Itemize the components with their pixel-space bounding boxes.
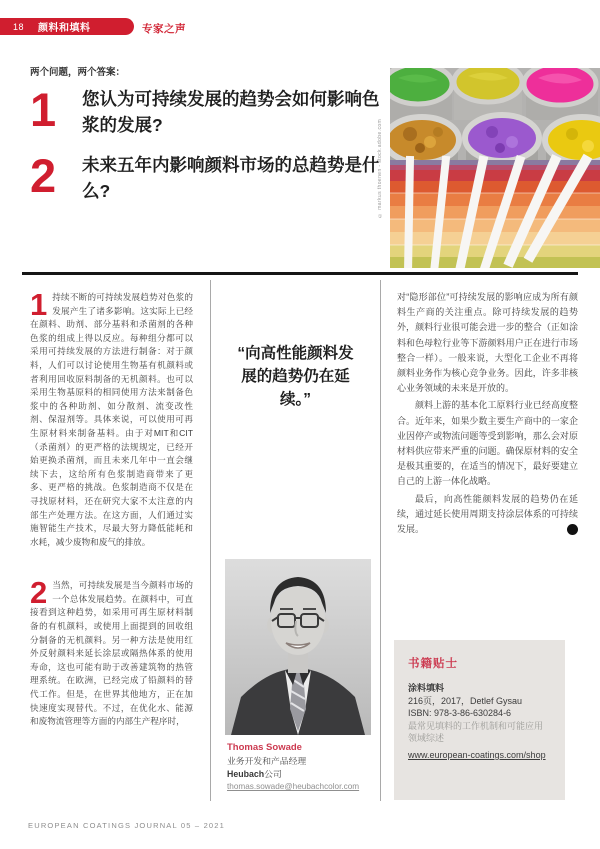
pigments-photo-svg bbox=[390, 68, 600, 268]
portrait-photo bbox=[225, 559, 371, 735]
profile-caption bbox=[227, 742, 377, 793]
profile-role: 业务开发和产品经理 bbox=[227, 756, 307, 766]
profile-name: Thomas Sowade bbox=[227, 742, 302, 753]
pigments-photo bbox=[390, 68, 600, 268]
question-2-text: 未来五年内影响颜料市场的总趋势是什么? bbox=[82, 155, 380, 201]
section-title: 颜料和填料 bbox=[38, 23, 91, 34]
questions-block bbox=[30, 83, 386, 218]
answer-2 bbox=[30, 575, 193, 729]
divider-rule bbox=[22, 272, 578, 275]
answer-1 bbox=[30, 287, 193, 549]
intro-label: 两个问题，两个答案： bbox=[30, 67, 126, 78]
subsection-title: 专家之声 bbox=[142, 23, 186, 35]
answer-2-text: 当然，可持续发展是当今颜料市场的一个总体发展趋势。在颜料中，可直接看到这种趋势，如采用可再生原材料制备的有机颜料，或使用上面提到的回收组分制备的无机颜料。另一种方法是使用红外反射颜料来延长涂层或隔热体系的使用寿命，这也可能有助于改善建筑物的热管理系统。在欧洲，已经完成了铅颜料的替代工作。但是，在世界其他地方，正在加快速度实现替代。不过，在优化水、能源和废物流管理等方面的内部生产程序时， bbox=[30, 580, 193, 727]
profile-email[interactable]: thomas.sowade@heubachcolor.com bbox=[227, 782, 360, 791]
question-2 bbox=[30, 149, 386, 204]
book-description: 最常见填料的工作机制和可能应用领域综述 bbox=[408, 720, 544, 744]
answer-1-text: 持续不断的可持续发展趋势对色浆的发展产生了诸多影响。这实际上已经在颜料、助剂、部分基料和杀菌剂的各种色浆的组成上得以反应。每种组分都可以采用可持续发展的方法进行制备：对于颜料，人们可以讨论使用生物基有机颜料或者利用回收原料制备的无机颜料。也可以采用生物基原料的相同使用方法来制备色浆中的各种助剂、如分散剂、流变改性剂、保湿剂等。具体来说，可以使用可再生原材料来制备基料。由于对MIT和CIT（杀菌剂）的更严格的法规规定，已经开始更换杀菌剂，而且未来几年中一直会继续下去，这给所有色浆制造商带来了更多、更严格的挑战。色浆制造商不仅是在寻找原材料，还在研究大家不太注意的内部生产处理方法。在这方面，人们通过实施智能生产技术，尽最大努力降低能耗和水耗，减少废物和废气的排放。 bbox=[30, 292, 193, 547]
right-paragraph-3-text: 最后，向高性能颜料发展的趋势仍在延续，通过延长使用周期支持涂层体系的可持续发展。 bbox=[397, 493, 578, 535]
question-2-number: 2 bbox=[30, 149, 57, 202]
right-paragraph-3 bbox=[397, 492, 592, 538]
book-tip-box bbox=[394, 640, 565, 800]
question-1-text: 您认为可持续发展的趋势会如何影响色浆的发展? bbox=[82, 89, 380, 135]
journal-footer: EUROPEAN COATINGS JOURNAL 05 – 2021 bbox=[28, 821, 226, 830]
photo-credit: © markus thoenen - stock.adobe.com bbox=[377, 118, 383, 218]
profile-company-bold: Heubach bbox=[227, 768, 265, 779]
answer-1-number: 1 bbox=[30, 287, 48, 322]
end-of-article-icon: ◄ bbox=[567, 524, 578, 535]
page-number: 18 bbox=[13, 21, 25, 32]
book-details: 216页，2017，Detlef Gysau bbox=[408, 695, 523, 706]
right-paragraph-1: 对“隐形部位”可持续发展的影响应成为所有颜料生产商的关注重点。除可持续发展的趋势外，颜料行业很可能会进一步的整合（正如涂料和色母粒行业等下游颜料用户正在进行市场整合一样）。一般来说，大型化工企业不再将颜料业务作为核心竞争业务。因此，许多非核心业务领域的未来是开放的。 bbox=[397, 292, 578, 394]
pull-quote: “向高性能颜料发展的趋势仍在延续。” bbox=[237, 345, 354, 408]
shop-link[interactable]: www.european-coatings.com/shop bbox=[408, 749, 546, 760]
book-title: 涂料填料 bbox=[408, 683, 445, 693]
profile-company bbox=[227, 768, 377, 781]
book-isbn: ISBN: 978-3-86-630284-6 bbox=[408, 708, 512, 719]
question-1 bbox=[30, 83, 386, 138]
section-badge bbox=[0, 18, 134, 35]
portrait-photo-svg bbox=[225, 559, 371, 735]
answer-column-left bbox=[30, 287, 193, 729]
middle-column bbox=[210, 280, 381, 801]
answer-2-number: 2 bbox=[30, 575, 48, 611]
profile-company-suffix: 公司 bbox=[264, 768, 282, 779]
book-tip-title: 书籍贴士 bbox=[408, 658, 458, 670]
answer-column-right bbox=[397, 290, 592, 537]
right-paragraph-2: 颜料上游的基本化工原料行业已经高度整合。近年来，如果少数主要生产商中的一家企业因停产或物流问题等受到影响，那么会对原材料供应带来严重的问题。确保原材料的安全是极其重要的，在适当的情况下，最好要建立自己的上游一体化战略。 bbox=[397, 400, 578, 487]
question-1-number: 1 bbox=[30, 83, 57, 136]
